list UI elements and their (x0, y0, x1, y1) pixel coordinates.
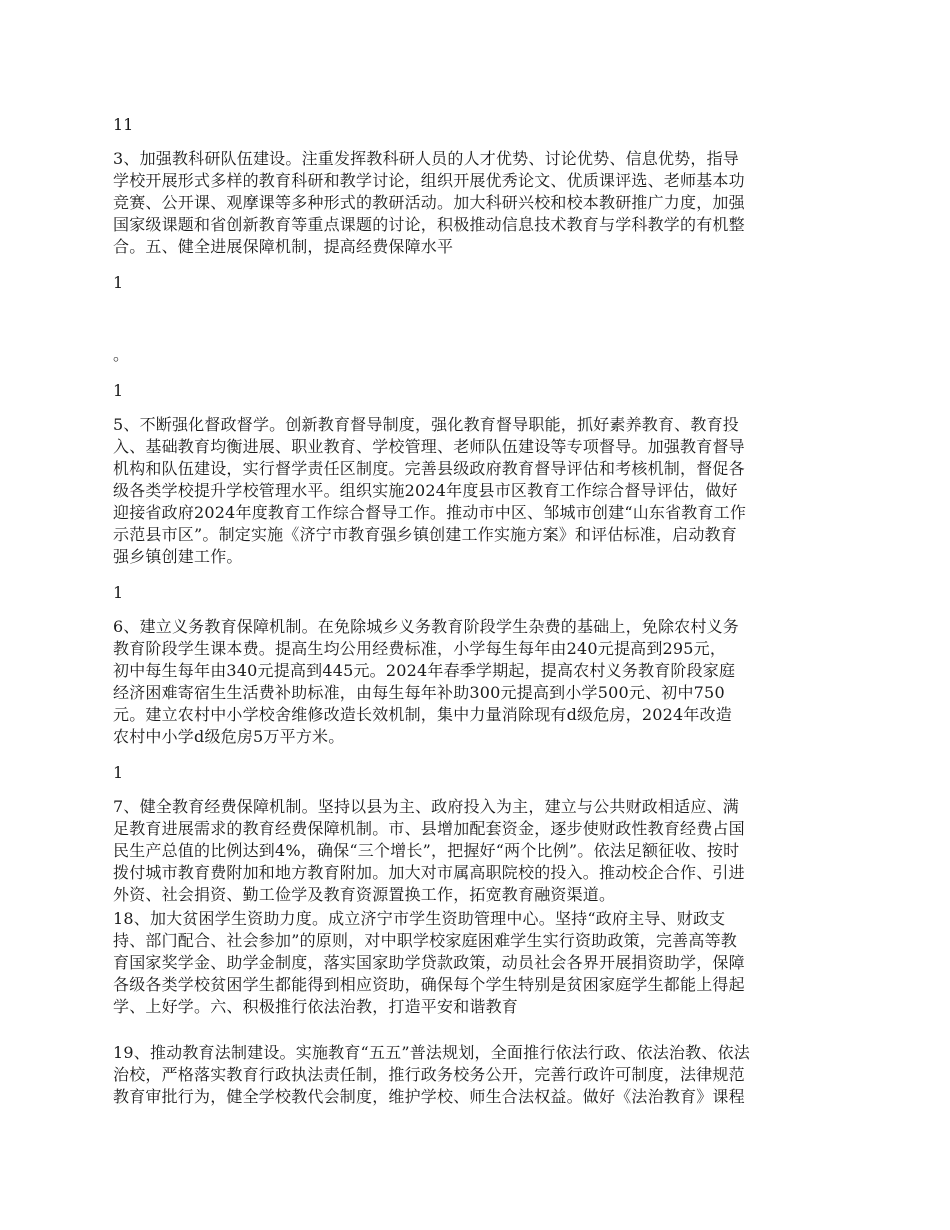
paragraph-7-funding: 7、健全教育经费保障机制。坚持以县为主、政府投入为主，建立与公共财政相适应、满 足教育进展需求的教育经费保障机制。市、县增加配套资金，逐步使财政性教育经费占国 民生产总值的比例达到4%，确保“三个增长”，把握好“两个比例”。依法足额征收、按时 拨付城市教育费附加和地方教育附加。加大对市属高职院校的投入。推动校企合作、引进 外资、社会捐资、勤工俭学及教育资源置换工作，拓宽教育融资渠道。 (113, 797, 745, 904)
marker-1-a: 1 (113, 273, 124, 292)
paragraph-18-student-aid: 18、加大贫困学生资助力度。成立济宁市学生资助管理中心。坚持“政府主导、财政支 持、部门配合、社会参加”的原则，对中职学校家庭困难学生实行资助政策，完善高等教 育国家奖学金、助学金制度，落实国家助学贷款政策，动员社会各界开展捐资助学，保障 各级各类学校贫困学生都能得到相应资助，确保每个学生特别是贫困家庭学生都能上得起 学、上好学。六、积极推行依法治教，打造平安和谐教育 (113, 909, 745, 1016)
paragraph-6-compulsory-education: 6、建立义务教育保障机制。在免除城乡义务教育阶段学生杂费的基础上，免除农村义务 教育阶段学生课本费。提高生均公用经费标准，小学每生每年由240元提高到295元， 初中每生每年由340元提高到445元。2024年春季学期起，提高农村义务教育阶段家庭 经济困难寄宿生生活费补助标准，由每生每年补助300元提高到小学500元、初中750 元。建立农村中小学校舍维修改造长效机制，集中力量消除现有d级危房，2024年改造 农村中小学d级危房5万平方米。 (113, 617, 739, 746)
period-mark: 。 (113, 345, 130, 364)
paragraph-5-supervision: 5、不断强化督政督学。创新教育督导制度，强化教育督导职能，抓好素养教育、教育投 入、基础教育均衡进展、职业教育、学校管理、老师队伍建设等专项督导。加强教育督导 机构和队伍建设，实行督学责任区制度。完善县级政府教育督导评估和考核机制，督促各 级各类学校提升学校管理水平。组织实施2024年度县市区教育工作综合督导评估，做好 迎接省政府2024年度教育工作综合督导工作。推动市中区、邹城市创建“山东省教育工作 示范县市区”。制定实施《济宁市教育强乡镇创建工作实施方案》和评估标准，启动教育 强乡镇创建工作。 (113, 415, 747, 566)
paragraph-19-legal-system: 19、推动教育法制建设。实施教育“五五”普法规划，全面推行依法行政、依法治教、依法 治校，严格落实教育行政执法责任制，推行政务校务公开，完善行政许可制度，法律规范 教育审批行为，健全学校教代会制度，维护学校、师生合法权益。做好《法治教育》课程 (113, 1043, 750, 1106)
page-marker-11: 11 (113, 115, 134, 134)
marker-1-d: 1 (113, 763, 124, 782)
marker-1-b: 1 (113, 381, 124, 400)
paragraph-3-research-team: 3、加强教科研队伍建设。注重发挥教科研人员的人才优势、讨论优势、信息优势，指导 学校开展形式多样的教育科研和教学讨论，组织开展优秀论文、优质课评选、老师基本功 竞赛、公开课、观摩课等多种形式的教研活动。加大科研兴校和校本教研推广力度，加强 国家级课题和省创新教育等重点课题的讨论，积极推动信息技术教育与学科教学的有机整 合。五、健全进展保障机制，提高经费保障水平 (113, 149, 745, 256)
marker-1-c: 1 (113, 583, 124, 602)
